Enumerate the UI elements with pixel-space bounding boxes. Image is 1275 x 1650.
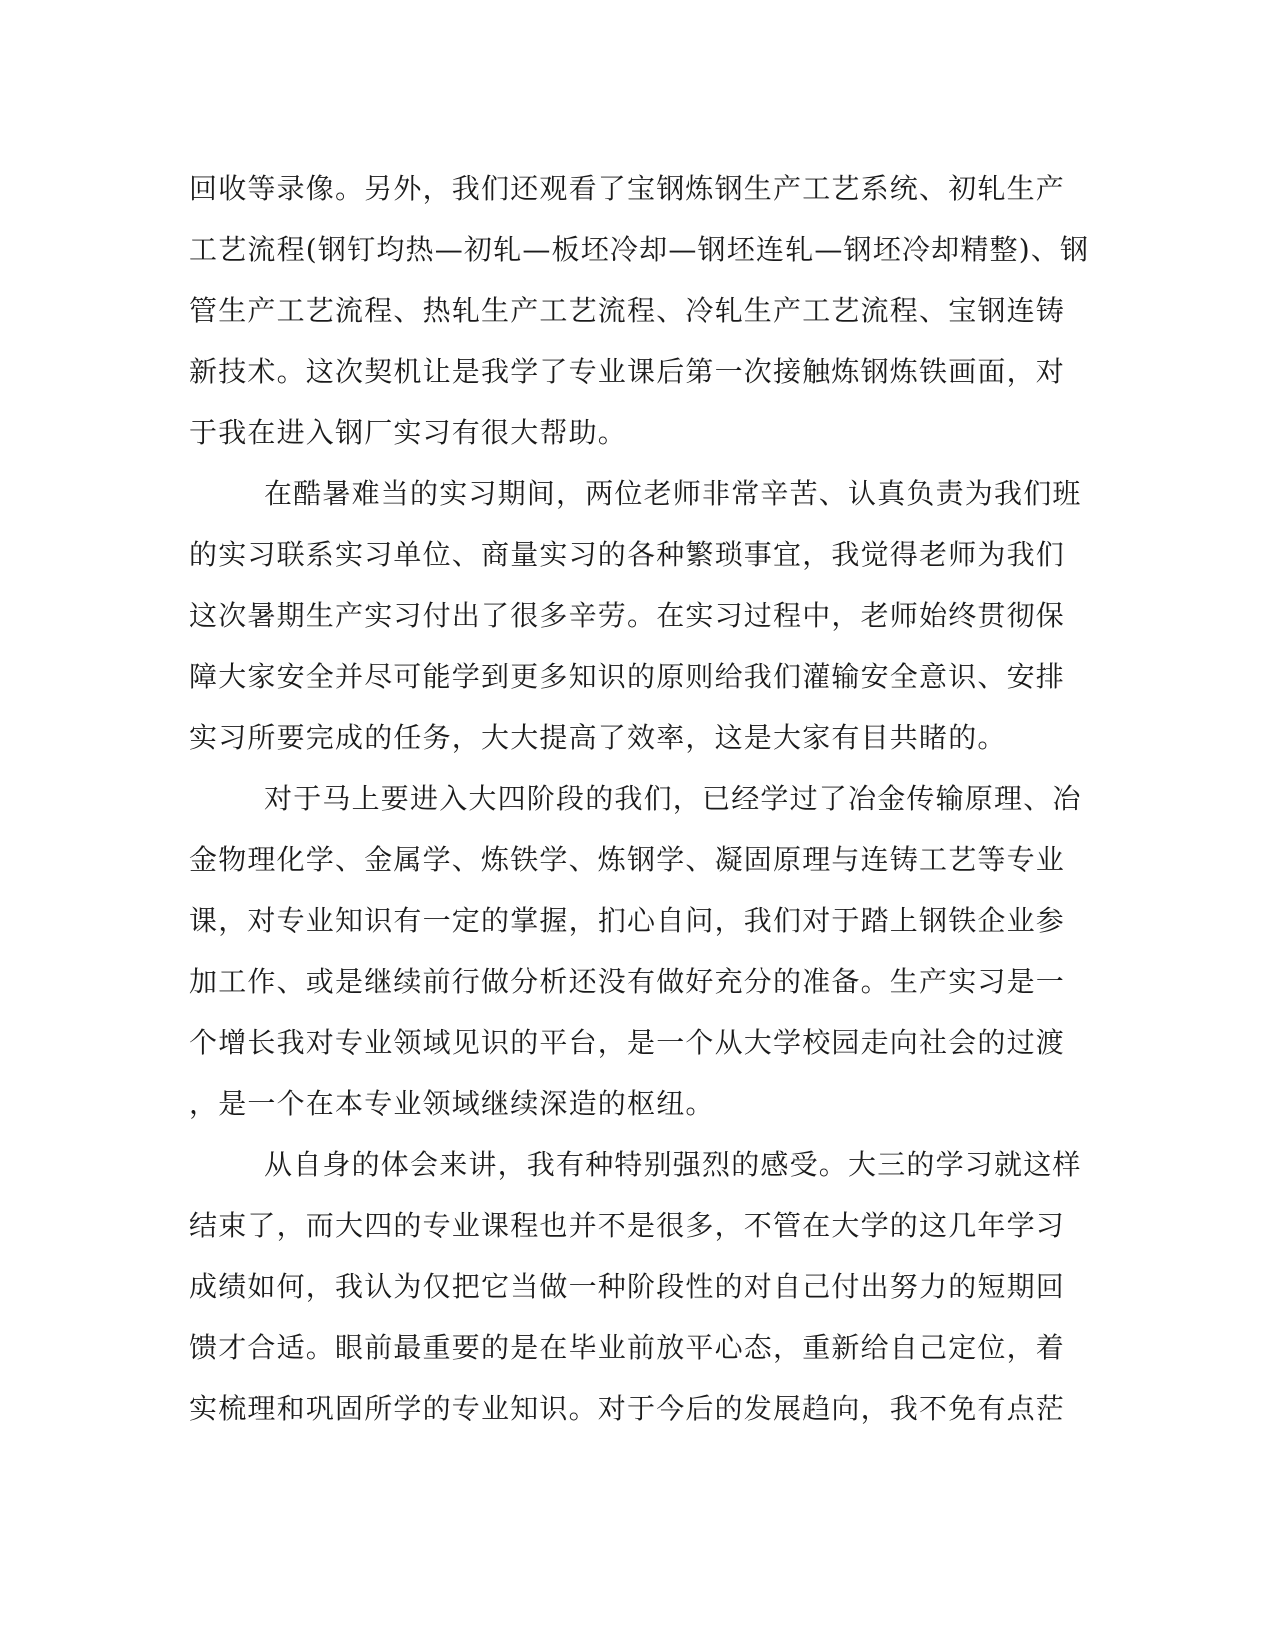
text-line: ，是一个在本专业领域继续深造的枢纽。	[189, 1087, 715, 1120]
text-line: 课，对专业知识有一定的掌握，扪心自问，我们对于踏上钢铁企业参	[189, 904, 1066, 937]
text-line: 结束了，而大四的专业课程也并不是很多，不管在大学的这几年学习	[189, 1209, 1066, 1242]
text-line: 于我在进入钢厂实习有很大帮助。	[189, 416, 628, 449]
text-line: 个增长我对专业领域见识的平台，是一个从大学校园走向社会的过渡	[189, 1026, 1066, 1059]
text-line: 实习所要完成的任务，大大提高了效率，这是大家有目共睹的。	[189, 721, 1007, 754]
document-body	[189, 158, 1089, 1439]
text-line: 加工作、或是继续前行做分析还没有做好充分的准备。生产实习是一	[189, 965, 1066, 998]
text-line: 成绩如何，我认为仅把它当做一种阶段性的对自己付出努力的短期回	[189, 1270, 1066, 1303]
text-line: 新技术。这次契机让是我学了专业课后第一次接触炼钢炼铁画面，对	[189, 355, 1066, 388]
text-line: 这次暑期生产实习付出了很多辛劳。在实习过程中，老师始终贯彻保	[189, 599, 1066, 632]
text-line: 工艺流程(钢钉均热—初轧—板坯冷却—钢坯连轧—钢坯冷却精整)、钢	[189, 233, 1089, 266]
paragraph-first-line: 从自身的体会来讲，我有种特别强烈的感受。大三的学习就这样	[264, 1148, 1082, 1181]
text-line: 障大家安全并尽可能学到更多知识的原则给我们灌输安全意识、安排	[189, 660, 1066, 693]
paragraph-first-line: 在酷暑难当的实习期间，两位老师非常辛苦、认真负责为我们班	[264, 477, 1082, 510]
text-line: 馈才合适。眼前最重要的是在毕业前放平心态，重新给自己定位，着	[189, 1331, 1066, 1364]
text-line: 实梳理和巩固所学的专业知识。对于今后的发展趋向，我不免有点茫	[189, 1392, 1066, 1425]
text-line: 的实习联系实习单位、商量实习的各种繁琐事宜，我觉得老师为我们	[189, 538, 1066, 571]
text-line: 回收等录像。另外，我们还观看了宝钢炼钢生产工艺系统、初轧生产	[189, 172, 1066, 205]
text-line: 管生产工艺流程、热轧生产工艺流程、冷轧生产工艺流程、宝钢连铸	[189, 294, 1066, 327]
text-line: 金物理化学、金属学、炼铁学、炼钢学、凝固原理与连铸工艺等专业	[189, 843, 1066, 876]
paragraph-first-line: 对于马上要进入大四阶段的我们，已经学过了冶金传输原理、冶	[264, 782, 1082, 815]
